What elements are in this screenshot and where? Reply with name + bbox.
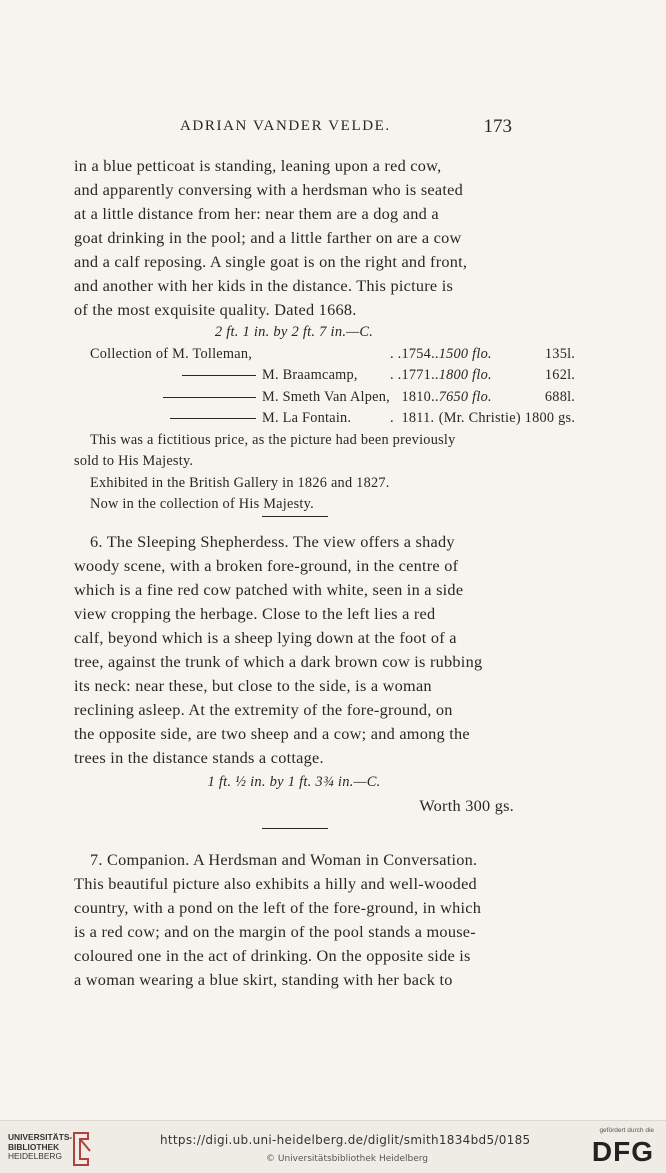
text-line: 7. Companion. A Herdsman and Woman in Conversation. bbox=[90, 850, 478, 869]
item6-worth: Worth 300 gs. bbox=[419, 796, 514, 815]
note-line: sold to His Majesty. bbox=[74, 453, 194, 469]
provenance-price: 1800 flo. bbox=[438, 367, 492, 383]
section-divider bbox=[262, 828, 328, 829]
text-line: is a red cow; and on the margin of the pool stands a mouse- bbox=[74, 922, 476, 941]
copyright-notice: © Universitätsbibliothek Heidelberg bbox=[266, 1154, 429, 1164]
provenance-row bbox=[90, 344, 575, 366]
provenance-year: 1754. bbox=[401, 345, 435, 362]
text-line: country, with a pond on the left of the fore-ground, in which bbox=[74, 898, 482, 917]
note-line: This was a fictitious price, as the picture had been previously bbox=[90, 431, 456, 448]
item7-paragraph bbox=[74, 848, 514, 992]
text-line: trees in the distance stands a cottage. bbox=[74, 748, 324, 767]
library-name: UNIVERSITÄTS- BIBLIOTHEK HEIDELBERG bbox=[8, 1132, 73, 1161]
text-line: at a little distance from her: near them are a dog and a bbox=[74, 204, 439, 223]
running-title: ADRIAN VANDER VELDE. bbox=[180, 118, 391, 134]
permalink-url[interactable]: https://digi.ub.uni-heidelberg.de/diglit/smith1834bd5/0185 bbox=[160, 1133, 531, 1147]
dfg-logo: DFG bbox=[591, 1136, 654, 1167]
ditto-dash bbox=[182, 375, 256, 376]
provenance-equiv: 135l. bbox=[544, 345, 576, 362]
text-line: which is a fine red cow patched with white, seen in a side bbox=[74, 580, 464, 599]
provenance-row bbox=[90, 365, 575, 387]
text-line: its neck: near these, but close to the side, is a woman bbox=[74, 676, 432, 695]
provenance-price: 7650 flo. bbox=[438, 388, 492, 405]
provenance-dots bbox=[390, 387, 401, 409]
text-line: coloured one in the act of drinking. On the opposite side is bbox=[74, 946, 471, 965]
page-number: 173 bbox=[483, 116, 512, 137]
provenance-equiv: 162l. bbox=[544, 367, 576, 383]
provenance-equiv: 688l. bbox=[544, 388, 576, 405]
ditto-dash bbox=[163, 397, 256, 398]
ditto-dash bbox=[170, 418, 256, 419]
library-logo-icon bbox=[68, 1129, 94, 1167]
text-line: calf, beyond which is a sheep lying down at the foot of a bbox=[74, 628, 457, 647]
provenance-dots: . . bbox=[390, 367, 402, 383]
text-line: woody scene, with a broken fore-ground, in the centre of bbox=[74, 556, 459, 575]
text-line: and another with her kids in the distance. This picture is bbox=[74, 276, 454, 295]
provenance-label: M. Smeth Van Alpen, bbox=[262, 388, 390, 405]
text-line: and apparently conversing with a herdsman who is seated bbox=[74, 180, 464, 199]
provenance-table bbox=[90, 344, 575, 430]
provenance-price: 1500 flo. bbox=[438, 345, 492, 362]
intro-paragraph bbox=[74, 154, 514, 322]
text-line: of the most exquisite quality. Dated 1668. bbox=[74, 300, 357, 319]
section-divider bbox=[262, 516, 328, 517]
text-line: and a calf reposing. A single goat is on the right and front, bbox=[74, 252, 468, 271]
item5-dimensions: 2 ft. 1 in. by 2 ft. 7 in.—C. bbox=[214, 324, 374, 340]
provenance-price: (Mr. Christie) 1800 gs. bbox=[438, 410, 576, 426]
running-head bbox=[0, 118, 666, 142]
text-line: 6. The Sleeping Shepherdess. The view offers a shady bbox=[90, 532, 455, 551]
item6-dimensions: 1 ft. ½ in. by 1 ft. 3¾ in.—C. bbox=[207, 774, 381, 790]
text-line: in a blue petticoat is standing, leaning upon a red cow, bbox=[74, 156, 442, 175]
provenance-dots: . bbox=[390, 410, 394, 426]
provenance-label: M. La Fontain. bbox=[262, 410, 352, 426]
note-line: Now in the collection of His Majesty. bbox=[90, 496, 314, 512]
provenance-label: M. Braamcamp, bbox=[262, 367, 358, 383]
provenance-dots: . . bbox=[390, 345, 402, 362]
text-line: a woman wearing a blue skirt, standing with her back to bbox=[74, 970, 453, 989]
provenance-row bbox=[90, 408, 575, 430]
funder-note: gefördert durch die bbox=[599, 1127, 654, 1134]
text-line: This beautiful picture also exhibits a hilly and well-wooded bbox=[74, 874, 477, 893]
text-line: goat drinking in the pool; and a little farther on are a cow bbox=[74, 228, 462, 247]
item5-details bbox=[74, 322, 576, 516]
provenance-row bbox=[90, 387, 575, 409]
item6-paragraph bbox=[74, 530, 514, 818]
provenance-sep: . bbox=[434, 388, 439, 405]
provenance-sep: . bbox=[434, 367, 439, 383]
text-line: view cropping the herbage. Close to the left lies a red bbox=[74, 604, 436, 623]
provenance-sep: . bbox=[434, 345, 439, 362]
provenance-year: 1811. bbox=[401, 410, 435, 426]
provenance-label: Collection of M. Tolleman, bbox=[90, 345, 253, 362]
viewer-footer bbox=[0, 1120, 666, 1173]
text-line: the opposite side, are two sheep and a cow; and among the bbox=[74, 724, 470, 743]
note-line: Exhibited in the British Gallery in 1826 and 1827. bbox=[90, 474, 390, 491]
text-line: tree, against the trunk of which a dark brown cow is rubbing bbox=[74, 652, 483, 671]
provenance-year: 1771. bbox=[401, 367, 435, 383]
provenance-year: 1810. bbox=[401, 388, 435, 405]
text-line: reclining asleep. At the extremity of the fore-ground, on bbox=[74, 700, 453, 719]
